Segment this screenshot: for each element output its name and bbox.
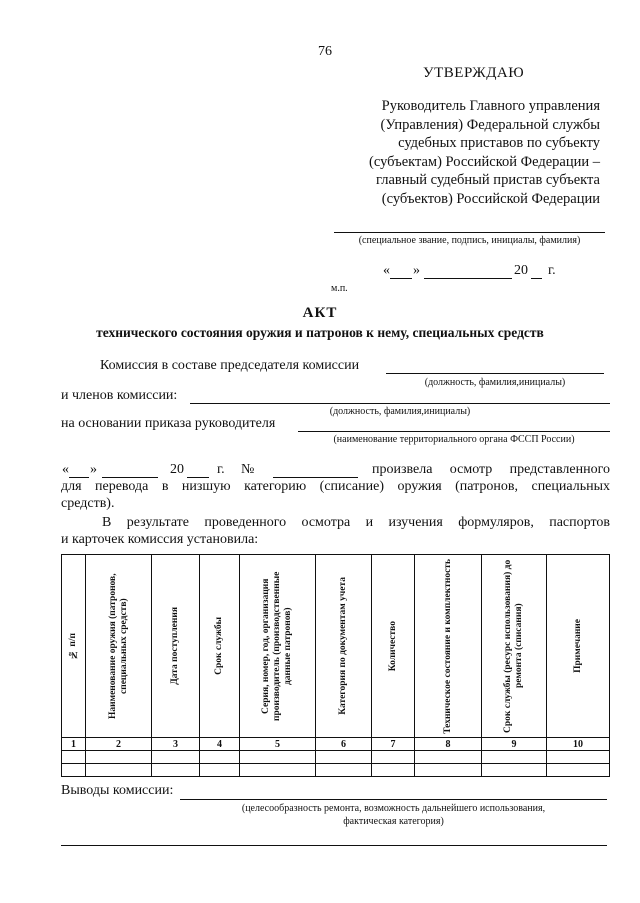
table-cell[interactable] <box>482 751 547 764</box>
body-number-sign: № <box>241 462 255 477</box>
header-condition: Техническое состояние и комплектность <box>442 558 453 734</box>
approve-title: УТВЕРЖДАЮ <box>423 65 525 81</box>
conclusions-label: Выводы комиссии: <box>61 783 174 798</box>
body-number-line <box>273 477 358 478</box>
approver-line: (субъектов) Российской Федерации <box>381 190 600 207</box>
body-year-prefix: 20 <box>170 462 184 477</box>
signature-caption: (специальное звание, подпись, инициалы, фамилия) <box>358 235 581 246</box>
table-cell[interactable] <box>152 751 200 764</box>
approve-date-mid: » <box>413 263 420 278</box>
table-number-row <box>62 738 610 751</box>
table-header-cell <box>152 555 200 738</box>
chair-caption: (должность, фамилия,инициалы) <box>424 377 566 388</box>
table-header-cell <box>86 555 152 738</box>
table-header-cell <box>372 555 415 738</box>
conclusions-caption-2: фактическая категория) <box>343 816 444 827</box>
stamp-mark: м.п. <box>331 283 348 294</box>
basis-caption: (наименование территориального органа ФССП России) <box>333 434 575 445</box>
body-date-open: « <box>62 462 69 477</box>
table-cell[interactable] <box>547 764 610 777</box>
column-number: 3 <box>152 738 200 751</box>
members-line <box>190 403 610 404</box>
table-header-cell <box>200 555 240 738</box>
basis-line <box>298 431 610 432</box>
table-header-row <box>62 555 610 738</box>
basis-label: на основании приказа руководителя <box>61 416 276 431</box>
body-para2-line1: В результате проведенного осмотра и изучения формуляров, паспортов <box>102 515 610 530</box>
body-date-mid: » <box>90 462 97 477</box>
header-category: Категория по документам учета <box>338 577 348 715</box>
approve-year-line <box>531 278 542 279</box>
approve-month-line <box>424 278 512 279</box>
approve-date-open: « <box>383 263 390 278</box>
approve-year-prefix: 20 <box>514 263 528 278</box>
approve-year-suffix: г. <box>548 263 556 278</box>
chair-label: Комиссия в составе председателя комиссии <box>100 358 360 373</box>
header-arrival-date: Дата поступления <box>170 607 180 685</box>
table-cell[interactable] <box>152 764 200 777</box>
table-header-cell <box>316 555 372 738</box>
table-header-cell <box>62 555 86 738</box>
table-cell[interactable] <box>415 764 482 777</box>
header-no: № п/п <box>68 633 78 659</box>
table-row <box>62 751 610 764</box>
column-number: 10 <box>547 738 610 751</box>
column-number: 7 <box>372 738 415 751</box>
table-cell[interactable] <box>547 751 610 764</box>
table-cell[interactable] <box>316 764 372 777</box>
column-number: 9 <box>482 738 547 751</box>
approver-line: (Управления) Федеральной службы <box>380 116 600 133</box>
approver-line: судебных приставов по субъекту <box>398 135 600 151</box>
table-cell[interactable] <box>86 751 152 764</box>
approver-line: главный судебный пристав субъекта <box>376 172 600 188</box>
approve-day-line <box>390 278 412 279</box>
approver-position <box>340 97 600 208</box>
header-quantity: Количество <box>387 620 398 672</box>
column-number: 5 <box>240 738 316 751</box>
table-cell[interactable] <box>62 751 86 764</box>
members-label: и членов комиссии: <box>61 388 178 403</box>
body-line2: для перевода в низшую категорию (списание) оружия (патронов, специальных <box>61 479 610 494</box>
signature-line <box>334 232 605 233</box>
table-cell[interactable] <box>200 764 240 777</box>
inspection-table <box>61 554 610 777</box>
body-month-line <box>102 477 158 478</box>
act-subtitle: технического состояния оружия и патронов к нему, специальных средств <box>96 325 544 340</box>
table-header-cell <box>415 555 482 738</box>
table-cell[interactable] <box>372 751 415 764</box>
table-cell[interactable] <box>240 751 316 764</box>
header-note: Примечание <box>572 619 583 673</box>
table-header-cell <box>547 555 610 738</box>
body-line3: средств). <box>61 496 115 511</box>
act-title: АКТ <box>302 305 338 321</box>
body-line1-rest: произвела осмотр представленного <box>372 462 610 477</box>
table-header-cell <box>482 555 547 738</box>
members-caption: (должность, фамилия,инициалы) <box>329 406 471 417</box>
table-cell[interactable] <box>200 751 240 764</box>
table-row <box>62 764 610 777</box>
conclusions-extra-line <box>61 845 607 846</box>
header-name: Наименование оружия (патронов, специальных средств) <box>107 573 129 719</box>
header-service-life: Срок службы <box>214 617 224 675</box>
table-header-cell <box>240 555 316 738</box>
page-number: 76 <box>318 44 332 59</box>
table-cell[interactable] <box>415 751 482 764</box>
body-year-suffix: г. <box>217 462 225 477</box>
approver-line: (субъектам) Российской Федерации – <box>369 153 600 170</box>
table-cell[interactable] <box>482 764 547 777</box>
header-serial-data: Серия, номер, год, организация производитель (производственные данные патронов) <box>261 571 293 721</box>
table-cell[interactable] <box>86 764 152 777</box>
header-resource: Срок службы (ресурс использования) до ремонта (списания) <box>503 559 524 733</box>
conclusions-caption-1: (целесообразность ремонта, возможность дальнейшего использования, <box>241 803 546 814</box>
table-cell[interactable] <box>316 751 372 764</box>
chair-line <box>386 373 604 374</box>
column-number: 8 <box>415 738 482 751</box>
body-day-line <box>69 477 89 478</box>
conclusions-line <box>180 799 607 800</box>
body-year-line <box>187 477 209 478</box>
column-number: 1 <box>62 738 86 751</box>
table-cell[interactable] <box>62 764 86 777</box>
approver-line: Руководитель Главного управления <box>381 98 600 114</box>
body-para2-line2: и карточек комиссия установила: <box>61 532 259 547</box>
table-cell[interactable] <box>240 764 316 777</box>
table-cell[interactable] <box>372 764 415 777</box>
column-number: 4 <box>200 738 240 751</box>
column-number: 2 <box>86 738 152 751</box>
column-number: 6 <box>316 738 372 751</box>
